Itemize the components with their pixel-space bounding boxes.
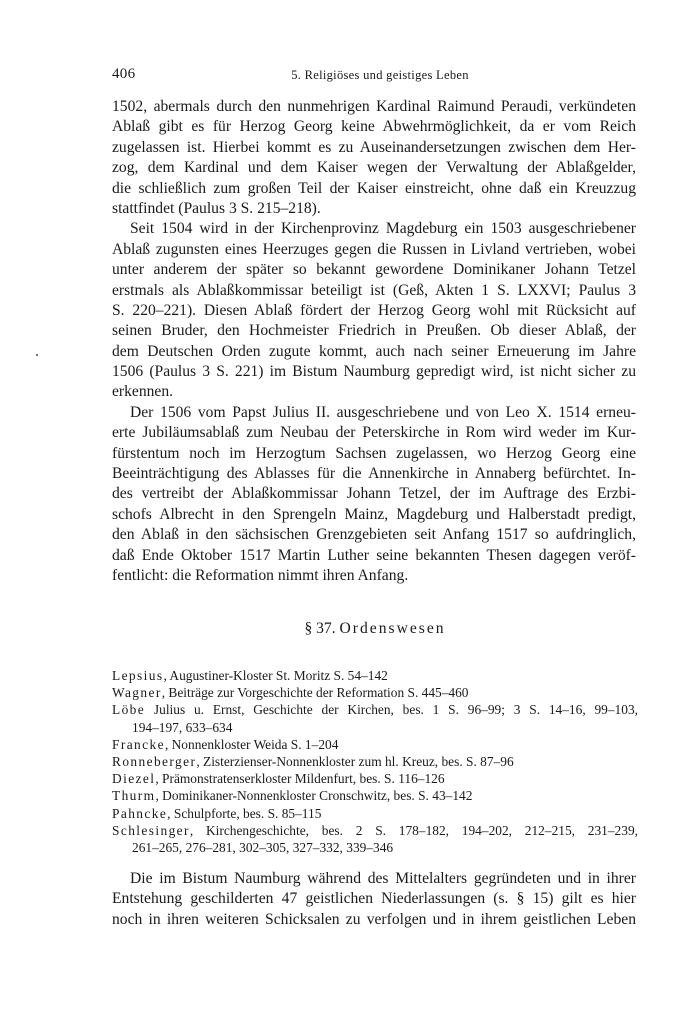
- paragraph: [112, 869, 636, 930]
- text-line: Der 1506 vom Papst Julius II. ausgeschriebene und von Leo X. 1514 erneu-: [130, 403, 636, 421]
- reference-text: , Augustiner-Kloster St. Moritz S. 54–142: [163, 668, 388, 683]
- page-number: 406: [112, 66, 136, 82]
- bibliography-entry: [112, 787, 638, 804]
- paragraph: [112, 97, 636, 219]
- text-line: fürstentum noch im Herzogtum Sachsen zugelassen, wo Herzog Georg eine: [112, 444, 636, 462]
- text-line: stattfindet (Paulus 3 S. 215–218).: [112, 199, 321, 217]
- text-line: Ablaß gibt es für Herzog Georg keine Abwehrmöglichkeit, da er vom Reich: [112, 118, 636, 136]
- section-title: Ordenswesen: [339, 620, 446, 637]
- reference-text: , Dominikaner-Nonnenkloster Cronschwitz, bes. S. 43–142: [155, 788, 473, 804]
- text-line: unter anderem der später so bekannt gewordene Dominikaner Johann Tetzel: [112, 261, 636, 279]
- reference-text: Julius u. Ernst, Geschichte der Kirchen, bes. 1 S. 96–99; 3 S. 14–16, 99–103,: [145, 702, 638, 718]
- bibliography-entry: [112, 822, 638, 856]
- author-name: Francke: [112, 736, 165, 752]
- text-line: erte Jubiläumsablaß zum Neubau der Peterskirche in Rom wird weder im Kur-: [112, 424, 636, 442]
- bibliography-list: [112, 667, 638, 856]
- text-line: noch in ihren weiteren Schicksalen zu verfolgen und in ihrem geistlichen Leben: [112, 910, 636, 928]
- text-line: des vertreibt der Ablaßkommissar Johann Tetzel, der im Auftrage des Erzbi-: [112, 485, 636, 503]
- text-line: Die im Bistum Naumburg während des Mittelalters gegründeten und in ihrer: [130, 870, 636, 887]
- text-line: die schließlich zum großen Teil der Kaiser einstreicht, ohne daß ein Kreuzzug: [112, 179, 636, 197]
- text-line: schofs Albrecht in den Sprengeln Mainz, Magdeburg und Halberstadt predigt,: [112, 505, 636, 523]
- bibliography-entry: [112, 736, 638, 753]
- text-line: erstmals als Ablaßkommissar beteiligt ist (Geß, Akten 1 S. LXXVI; Paulus 3: [112, 281, 636, 299]
- reference-continuation: 194–197, 633–634: [132, 719, 233, 735]
- text-line: fentlicht: die Reformation nimmt ihren Anfang.: [112, 566, 409, 584]
- paragraph: [112, 403, 636, 587]
- text-line: zog, dem Kardinal und dem Kaiser wegen der Verwaltung der Ablaßgelder,: [112, 159, 636, 177]
- text-line: daß Ende Oktober 1517 Martin Luther seine bekannten Thesen dagegen veröf-: [112, 546, 636, 564]
- bibliography-entry: [112, 701, 638, 735]
- text-line: 1506 (Paulus 3 S. 221) im Bistum Naumburg gepredigt wird, ist nicht sicher zu: [112, 363, 636, 381]
- body-text-top: [112, 97, 636, 586]
- body-text-bottom: [112, 869, 636, 930]
- bibliography-entry: [112, 805, 638, 822]
- text-line: den Ablaß in den sächsischen Grenzgebieten seit Anfang 1517 so aufdringlich,: [112, 526, 636, 544]
- text-line: seinen Bruder, den Hochmeister Friedrich in Preußen. Ob dieser Ablaß, der: [112, 322, 636, 340]
- section-symbol: § 37.: [304, 620, 336, 637]
- reference-text: , Kirchengeschichte, bes. 2 S. 178–182, 194–202, 212–215, 231–239,: [189, 822, 638, 838]
- text-line: zugelassen ist. Hierbei kommt es zu Auseinandersetzungen zwischen dem Her-: [112, 138, 636, 156]
- text-line: erkennen.: [112, 383, 174, 401]
- reference-text: , Schulpforte, bes. S. 85–115: [167, 805, 322, 821]
- author-name: Schlesinger: [112, 822, 190, 838]
- reference-text: , Zisterzienser-Nonnenkloster zum hl. Kreuz, bes. S. 87–96: [196, 753, 514, 769]
- bibliography-entry: [112, 667, 638, 684]
- author-name: Löbe: [112, 702, 146, 718]
- bibliography-entry: [112, 753, 638, 770]
- text-line: 1502, abermals durch den nunmehrigen Kardinal Raimund Peraudi, verkündeten: [112, 98, 636, 115]
- text-line: Seit 1504 wird in der Kirchenprovinz Magdeburg ein 1503 ausgeschriebener: [130, 220, 636, 238]
- running-head: 5. Religiöses und geistiges Leben: [291, 68, 469, 82]
- paragraph: [112, 219, 636, 403]
- scan-speck: [36, 354, 38, 356]
- reference-text: , Beiträge zur Vorgeschichte der Reformation S. 445–460: [161, 685, 469, 701]
- author-name: Thurm: [112, 788, 156, 804]
- author-name: Wagner: [112, 685, 162, 701]
- reference-text: , Prämonstratenserkloster Mildenfurt, bes. S. 116–126: [155, 771, 445, 787]
- author-name: Pahncke: [112, 805, 168, 821]
- text-line: Ablaß zugunsten eines Heerzuges gegen die Russen in Livland vertrieben, wobei: [112, 240, 636, 258]
- bibliography-entry: [112, 770, 638, 787]
- author-name: Diezel: [112, 771, 156, 787]
- author-name: Ronneberger: [112, 753, 197, 769]
- text-line: S. 220–221). Diesen Ablaß fördert der Herzog Georg wohl mit Rücksicht auf: [112, 301, 636, 319]
- bibliography-entry: [112, 684, 638, 701]
- text-line: dem Deutschen Orden zugute kommt, auch nach seiner Erneuerung im Jahre: [112, 342, 636, 360]
- reference-continuation: 261–265, 276–281, 302–305, 327–332, 339–346: [132, 839, 394, 855]
- reference-text: , Nonnenkloster Weida S. 1–204: [164, 736, 339, 752]
- text-line: Beeinträchtigung des Ablasses für die Annenkirche in Annaberg befürchtet. In-: [112, 465, 636, 483]
- text-line: Entstehung geschilderten 47 geistlichen Niederlassungen (s. § 15) gilt es hier: [112, 890, 636, 908]
- section-heading: [0, 620, 700, 638]
- author-name: Lepsius: [112, 668, 164, 683]
